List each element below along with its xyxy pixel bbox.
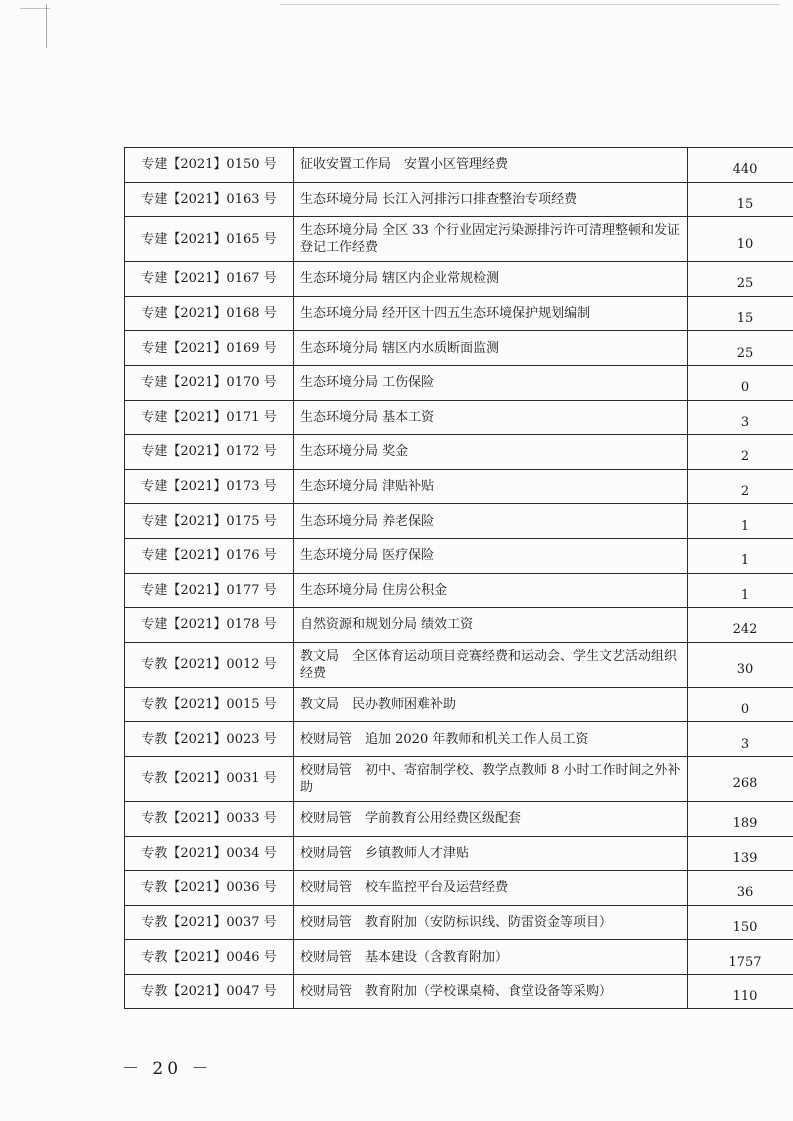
row-description: 生态环境分局 经开区十四五生态环境保护规划编制: [294, 296, 688, 331]
row-description: 生态环境分局 津贴补贴: [294, 469, 688, 504]
row-code: 专教【2021】0031 号: [125, 756, 294, 801]
row-code: 专教【2021】0015 号: [125, 687, 294, 722]
row-code: 专建【2021】0175 号: [125, 504, 294, 539]
row-code: 专教【2021】0037 号: [125, 905, 294, 940]
row-amount: 1: [688, 573, 793, 608]
row-amount: 189: [688, 801, 793, 836]
table-row: [125, 435, 793, 470]
row-description: 校财局管 学前教育公用经费区级配套: [294, 801, 688, 836]
row-description: 生态环境分局 辖区内水质断面监测: [294, 331, 688, 366]
row-code: 专建【2021】0178 号: [125, 608, 294, 643]
row-amount: 110: [688, 974, 793, 1009]
row-description: 校财局管 基本建设（含教育附加）: [294, 940, 688, 975]
table-row: [125, 400, 793, 435]
table-row: [125, 871, 793, 906]
table-row: [125, 365, 793, 400]
table-row: [125, 331, 793, 366]
row-description: 生态环境分局 辖区内企业常规检测: [294, 262, 688, 297]
row-amount: 15: [688, 296, 793, 331]
row-description: 校财局管 校车监控平台及运营经费: [294, 871, 688, 906]
row-amount: 25: [688, 262, 793, 297]
row-code: 专建【2021】0150 号: [125, 148, 294, 183]
row-description: 生态环境分局 住房公积金: [294, 573, 688, 608]
row-code: 专建【2021】0170 号: [125, 365, 294, 400]
table-row: [125, 182, 793, 217]
table-row: [125, 573, 793, 608]
row-description: 生态环境分局 工伤保险: [294, 365, 688, 400]
row-amount: 139: [688, 836, 793, 871]
row-amount: 3: [688, 400, 793, 435]
row-code: 专教【2021】0033 号: [125, 801, 294, 836]
row-description: 生态环境分局 基本工资: [294, 400, 688, 435]
table-row: [125, 148, 793, 183]
row-code: 专教【2021】0046 号: [125, 940, 294, 975]
table-row: [125, 974, 793, 1009]
row-code: 专教【2021】0034 号: [125, 836, 294, 871]
table-row: [125, 687, 793, 722]
row-description: 校财局管 教育附加（安防标识线、防雷资金等项目）: [294, 905, 688, 940]
table-row: [125, 940, 793, 975]
row-amount: 1: [688, 504, 793, 539]
row-amount: 2: [688, 435, 793, 470]
row-amount: 268: [688, 756, 793, 801]
row-code: 专建【2021】0165 号: [125, 217, 294, 262]
row-description: 校财局管 追加 2020 年教师和机关工作人员工资: [294, 722, 688, 757]
row-amount: 3: [688, 722, 793, 757]
row-description: 校财局管 乡镇教师人才津贴: [294, 836, 688, 871]
page-number: － 20 －: [122, 1059, 213, 1079]
table-row: [125, 296, 793, 331]
row-amount: 0: [688, 687, 793, 722]
row-description: 征收安置工作局 安置小区管理经费: [294, 148, 688, 183]
row-code: 专建【2021】0172 号: [125, 435, 294, 470]
row-description: 生态环境分局 养老保险: [294, 504, 688, 539]
table-row: [125, 722, 793, 757]
row-code: 专建【2021】0168 号: [125, 296, 294, 331]
row-description: 校财局管 教育附加（学校课桌椅、食堂设备等采购）: [294, 974, 688, 1009]
row-description: 教文局 民办教师困难补助: [294, 687, 688, 722]
scan-artifact-top-left-2: [20, 8, 50, 9]
table-row: [125, 836, 793, 871]
row-code: 专教【2021】0036 号: [125, 871, 294, 906]
table-row: [125, 642, 793, 687]
row-code: 专建【2021】0169 号: [125, 331, 294, 366]
row-description: 自然资源和规划分局 绩效工资: [294, 608, 688, 643]
row-amount: 1757: [688, 940, 793, 975]
row-code: 专教【2021】0012 号: [125, 642, 294, 687]
row-amount: 15: [688, 182, 793, 217]
row-amount: 10: [688, 217, 793, 262]
row-description: 校财局管 初中、寄宿制学校、教学点教师 8 小时工作时间之外补助: [294, 756, 688, 801]
row-description: 生态环境分局 全区 33 个行业固定污染源排污许可清理整顿和发证登记工作经费: [294, 217, 688, 262]
scan-artifact-top-left: [46, 4, 47, 48]
table-row: [125, 756, 793, 801]
row-code: 专建【2021】0171 号: [125, 400, 294, 435]
row-code: 专教【2021】0047 号: [125, 974, 294, 1009]
row-amount: 150: [688, 905, 793, 940]
row-amount: 242: [688, 608, 793, 643]
row-amount: 0: [688, 365, 793, 400]
budget-table: [124, 147, 793, 1009]
table-row: [125, 504, 793, 539]
row-code: 专建【2021】0176 号: [125, 538, 294, 573]
row-code: 专建【2021】0173 号: [125, 469, 294, 504]
row-code: 专教【2021】0023 号: [125, 722, 294, 757]
table-row: [125, 538, 793, 573]
table-row: [125, 608, 793, 643]
row-description: 生态环境分局 奖金: [294, 435, 688, 470]
row-code: 专建【2021】0167 号: [125, 262, 294, 297]
row-amount: 440: [688, 148, 793, 183]
row-amount: 30: [688, 642, 793, 687]
table-row: [125, 801, 793, 836]
row-amount: 1: [688, 538, 793, 573]
row-amount: 2: [688, 469, 793, 504]
row-description: 生态环境分局 长江入河排污口排查整治专项经费: [294, 182, 688, 217]
row-description: 生态环境分局 医疗保险: [294, 538, 688, 573]
row-description: 教文局 全区体育运动项目竞赛经费和运动会、学生文艺活动组织经费: [294, 642, 688, 687]
table-row: [125, 469, 793, 504]
row-code: 专建【2021】0177 号: [125, 573, 294, 608]
table-row: [125, 217, 793, 262]
row-amount: 36: [688, 871, 793, 906]
row-code: 专建【2021】0163 号: [125, 182, 294, 217]
row-amount: 25: [688, 331, 793, 366]
table-row: [125, 905, 793, 940]
scan-artifact-top-bar: [280, 4, 780, 5]
table-row: [125, 262, 793, 297]
